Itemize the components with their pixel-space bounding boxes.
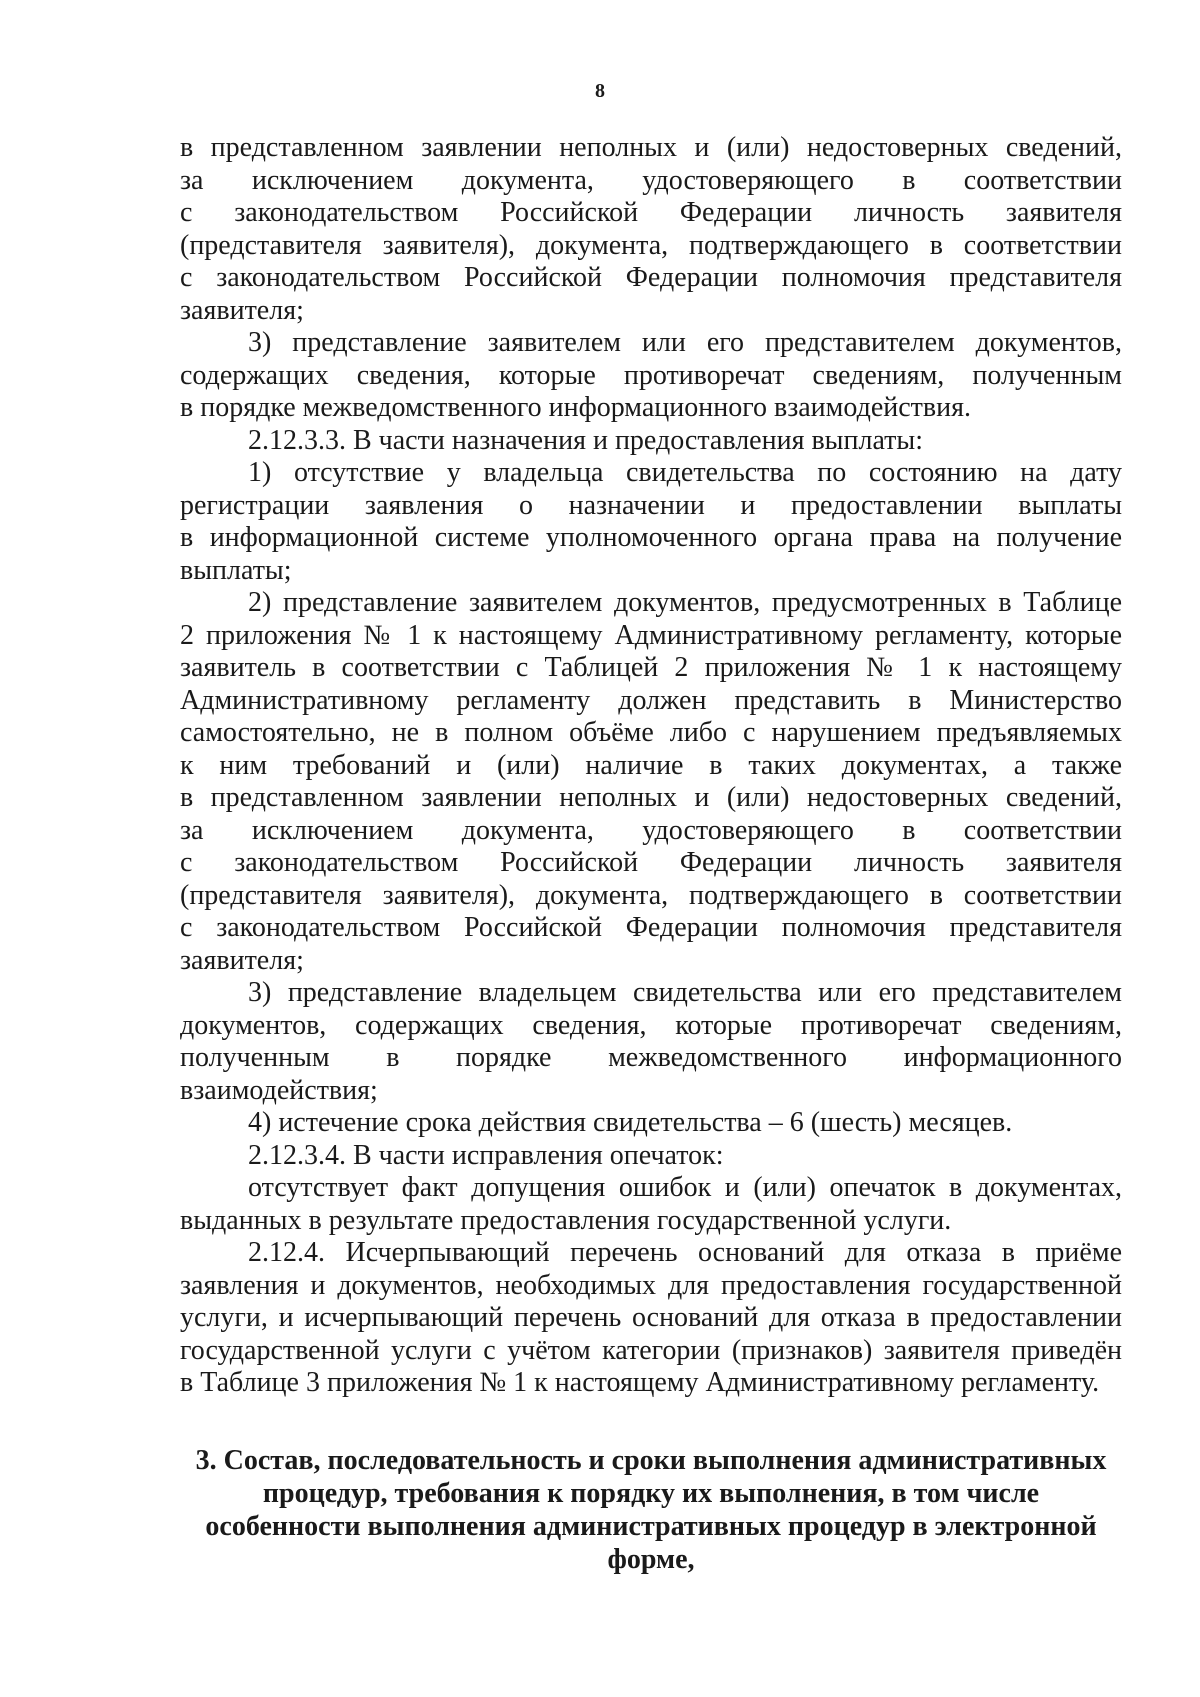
text-line: 2 приложения № 1 к настоящему Административному регламенту, которые [180, 619, 1122, 651]
text-line: (представителя заявителя), документа, подтверждающего в соответствии [180, 229, 1122, 261]
page-number: 8 [595, 80, 605, 102]
section-heading-line: форме, [607, 1544, 695, 1575]
text-line: Административному регламенту должен представить в Министерство [180, 684, 1122, 716]
text-line: заявителя; [180, 944, 304, 976]
text-line: выданных в результате предоставления государственной услуги. [180, 1204, 952, 1236]
section-heading-line: 3. Состав, последовательность и сроки выполнения административных [195, 1445, 1107, 1476]
text-line: документов, содержащих сведения, которые противоречат сведениям, [180, 1009, 1122, 1041]
text-line: заявителя; [180, 294, 304, 326]
text-line: в представленном заявлении неполных и (или) недостоверных сведений, [180, 782, 1122, 813]
text-line: в Таблице 3 приложения № 1 к настоящему Административному регламенту. [180, 1367, 1100, 1398]
text-line: за исключением документа, удостоверяющего в соответствии [180, 814, 1122, 846]
section-heading-line: процедур, требования к порядку их выполнения, в том числе [262, 1478, 1040, 1509]
text-line: содержащих сведения, которые противоречат сведениям, полученным [180, 359, 1122, 391]
text-line: (представителя заявителя), документа, подтверждающего в соответствии [180, 879, 1122, 911]
text-line: услуги, и исчерпывающий перечень оснований для отказа в предоставлении [180, 1302, 1122, 1333]
text-line: государственной услуги с учётом категории (признаков) заявителя приведён [180, 1334, 1122, 1366]
text-line: 3) представление владельцем свидетельства или его представителем [248, 977, 1122, 1008]
text-line: в информационной системе уполномоченного органа права на получение [180, 522, 1122, 553]
text-line: в представленном заявлении неполных и (или) недостоверных сведений, [180, 132, 1122, 163]
text-line: самостоятельно, не в полном объёме либо с нарушением предъявляемых [180, 717, 1122, 748]
text-line: выплаты; [180, 554, 292, 586]
text-line: 2.12.3.4. В части исправления опечаток: [248, 1139, 724, 1171]
text-line: 2) представление заявителем документов, предусмотренных в Таблице [248, 587, 1122, 618]
text-line: полученным в порядке межведомственного информационного [180, 1042, 1122, 1073]
text-line: регистрации заявления о назначении и предоставлении выплаты [180, 489, 1122, 521]
text-line: 1) отсутствие у владельца свидетельства по состоянию на дату [248, 457, 1122, 488]
section-heading-line: особенности выполнения административных процедур в электронной [205, 1511, 1097, 1542]
text-line: за исключением документа, удостоверяющего в соответствии [180, 164, 1122, 196]
text-line: с законодательством Российской Федерации личность заявителя [180, 847, 1122, 878]
text-line: отсутствует факт допущения ошибок и (или) опечаток в документах, [248, 1172, 1122, 1203]
body-text [180, 132, 1122, 1400]
text-line: 3) представление заявителем или его представителем документов, [248, 327, 1122, 358]
text-line: в порядке межведомственного информационного взаимодействия. [180, 392, 971, 423]
text-line: 2.12.4. Исчерпывающий перечень оснований для отказа в приёме [248, 1237, 1122, 1268]
text-line: 2.12.3.3. В части назначения и предоставления выплаты: [248, 424, 923, 456]
text-line: взаимодействия; [180, 1074, 378, 1106]
text-line: с законодательством Российской Федерации полномочия представителя [180, 912, 1122, 943]
text-line: заявления и документов, необходимых для предоставления государственной [180, 1269, 1122, 1301]
text-line: с законодательством Российской Федерации полномочия представителя [180, 262, 1122, 293]
text-line: заявитель в соответствии с Таблицей 2 приложения № 1 к настоящему [180, 652, 1122, 683]
text-line: с законодательством Российской Федерации личность заявителя [180, 197, 1122, 228]
text-line: 4) истечение срока действия свидетельства – 6 (шесть) месяцев. [248, 1107, 1013, 1138]
section-heading [180, 1444, 1122, 1576]
text-line: к ним требований и (или) наличие в таких документах, а также [180, 749, 1122, 781]
